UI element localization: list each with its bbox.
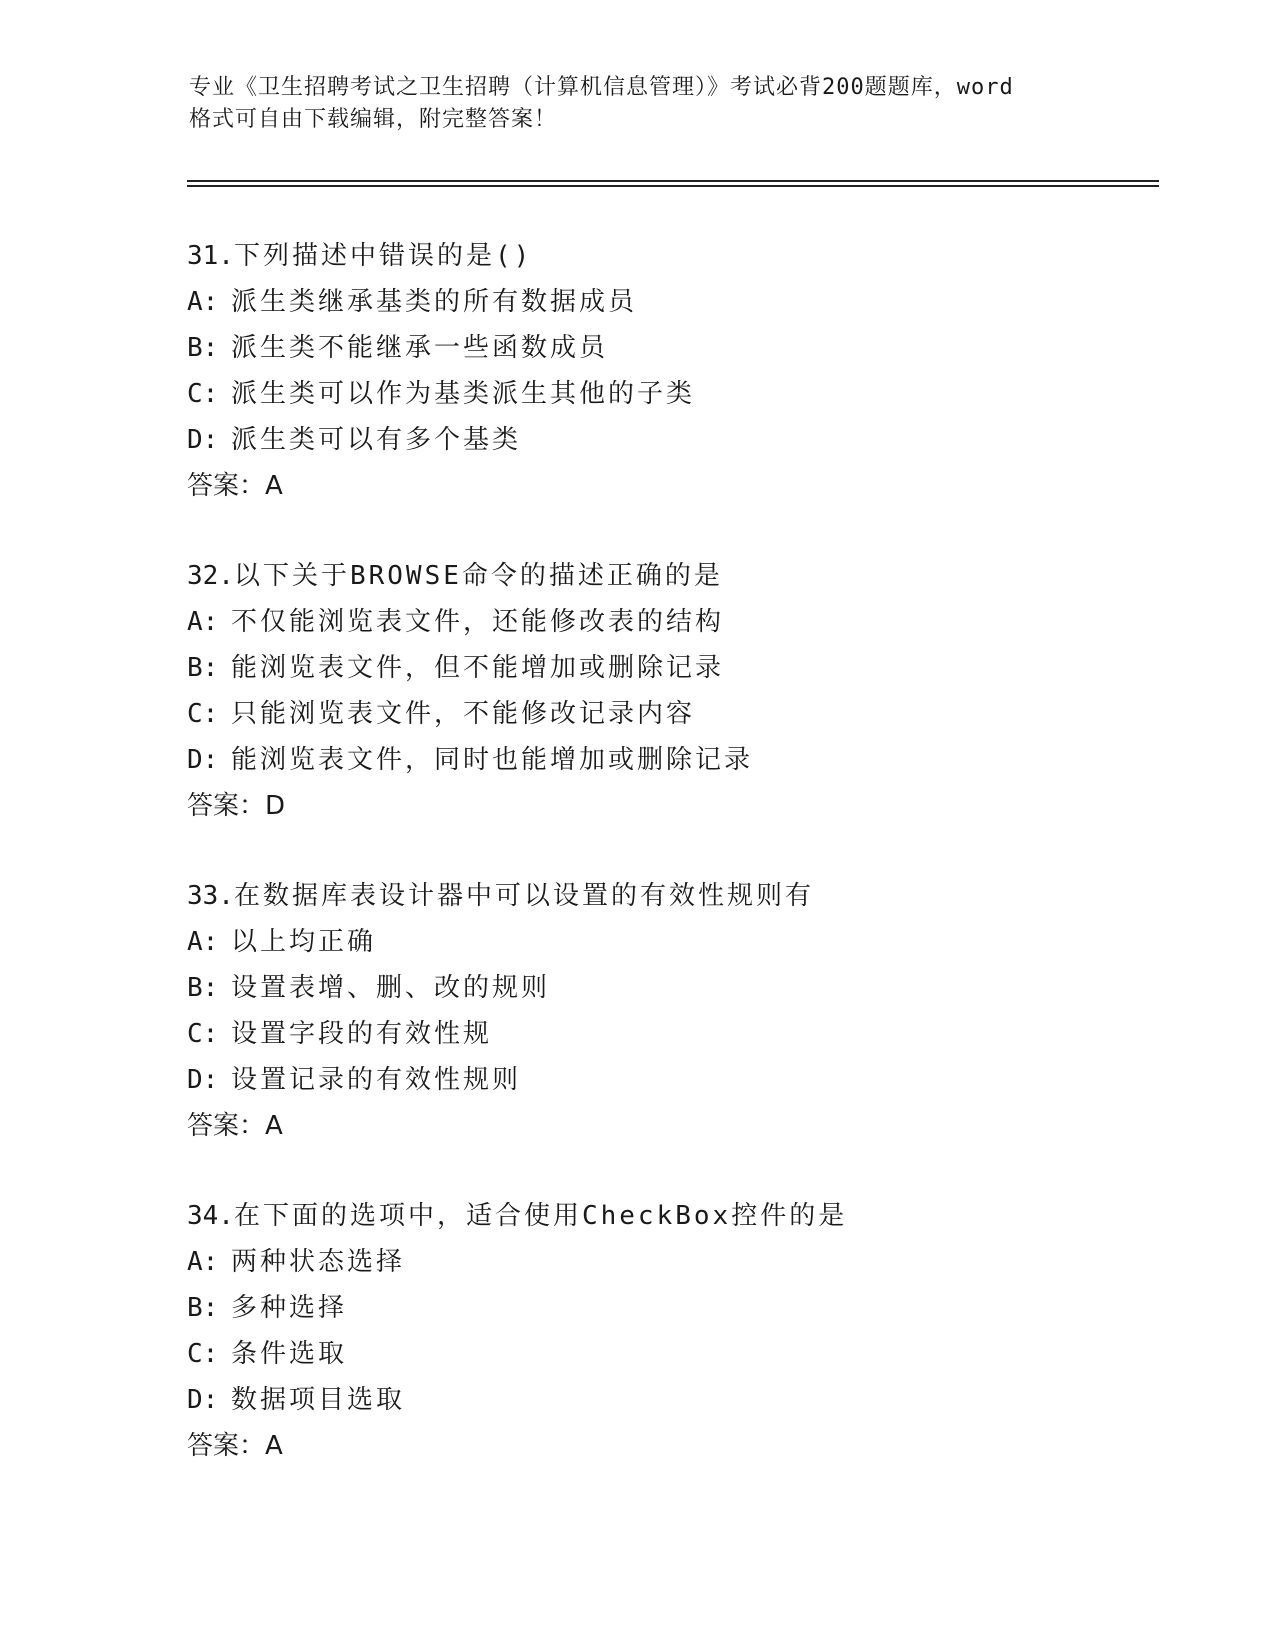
option-letter: B: [187,973,219,1003]
option-d [187,417,1147,463]
answer: 答案：A [187,471,283,501]
option-letter: B: [187,653,219,683]
header-divider-top [187,180,1159,182]
option-text: 数据项目选取 [231,1385,406,1415]
option-letter: B: [187,333,219,363]
option-b [187,965,1147,1011]
option-letter: D: [187,425,219,455]
option-c [187,1011,1147,1057]
question-text: 下列描述中错误的是() [233,241,533,271]
option-text: 只能浏览表文件，不能修改记录内容 [231,699,696,729]
header-line-1: 专业《卫生招聘考试之卫生招聘（计算机信息管理）》考试必背200题题库，word [189,75,1014,100]
option-letter: A: [187,927,219,957]
option-a [187,919,1147,965]
question-text: 在下面的选项中，适合使用CheckBox控件的是 [233,1201,848,1231]
option-text: 不仅能浏览表文件，还能修改表的结构 [231,607,725,637]
option-text: 设置字段的有效性规 [231,1019,493,1049]
option-c [187,371,1147,417]
option-text: 派生类继承基类的所有数据成员 [231,287,638,317]
question-number: 33. [187,881,234,911]
option-text: 能浏览表文件，同时也能增加或删除记录 [231,745,754,775]
option-text: 多种选择 [231,1293,348,1323]
option-letter: A: [187,287,219,317]
option-text: 派生类可以作为基类派生其他的子类 [231,379,696,409]
option-letter: C: [187,379,219,409]
option-letter: C: [187,1019,219,1049]
option-text: 两种状态选择 [231,1247,406,1277]
option-c [187,1331,1147,1377]
question-32 [187,553,1147,873]
option-a [187,1239,1147,1285]
answer: 答案：A [187,1431,283,1461]
option-a [187,279,1147,325]
question-list [187,233,1147,1513]
option-b [187,645,1147,691]
option-letter: B: [187,1293,219,1323]
question-stem [187,1193,1147,1239]
option-c [187,691,1147,737]
option-d [187,1057,1147,1103]
answer: 答案：D [187,791,286,821]
document-header [189,72,1089,136]
option-letter: A: [187,1247,219,1277]
question-stem [187,873,1147,919]
option-letter: A: [187,607,219,637]
option-d [187,737,1147,783]
question-stem [187,233,1147,279]
option-text: 派生类可以有多个基类 [231,425,522,455]
header-divider-bottom [187,185,1159,187]
question-33 [187,873,1147,1193]
option-d [187,1377,1147,1423]
question-number: 32. [187,561,234,591]
option-b [187,325,1147,371]
option-b [187,1285,1147,1331]
question-text: 在数据库表设计器中可以设置的有效性规则有 [233,881,814,911]
option-text: 条件选取 [231,1339,348,1369]
question-stem [187,553,1147,599]
option-letter: D: [187,1385,219,1415]
option-letter: D: [187,1065,219,1095]
answer: 答案：A [187,1111,283,1141]
option-a [187,599,1147,645]
question-number: 31. [187,241,234,271]
question-number: 34. [187,1201,234,1231]
question-31 [187,233,1147,553]
option-text: 设置记录的有效性规则 [231,1065,522,1095]
option-text: 以上均正确 [231,927,377,957]
option-letter: C: [187,699,219,729]
option-text: 设置表增、删、改的规则 [231,973,551,1003]
question-text: 以下关于BROWSE命令的描述正确的是 [233,561,723,591]
question-34 [187,1193,1147,1513]
header-line-2: 格式可自由下载编辑，附完整答案！ [189,107,558,132]
option-letter: D: [187,745,219,775]
option-text: 能浏览表文件，但不能增加或删除记录 [231,653,725,683]
option-text: 派生类不能继承一些函数成员 [231,333,609,363]
option-letter: C: [187,1339,219,1369]
